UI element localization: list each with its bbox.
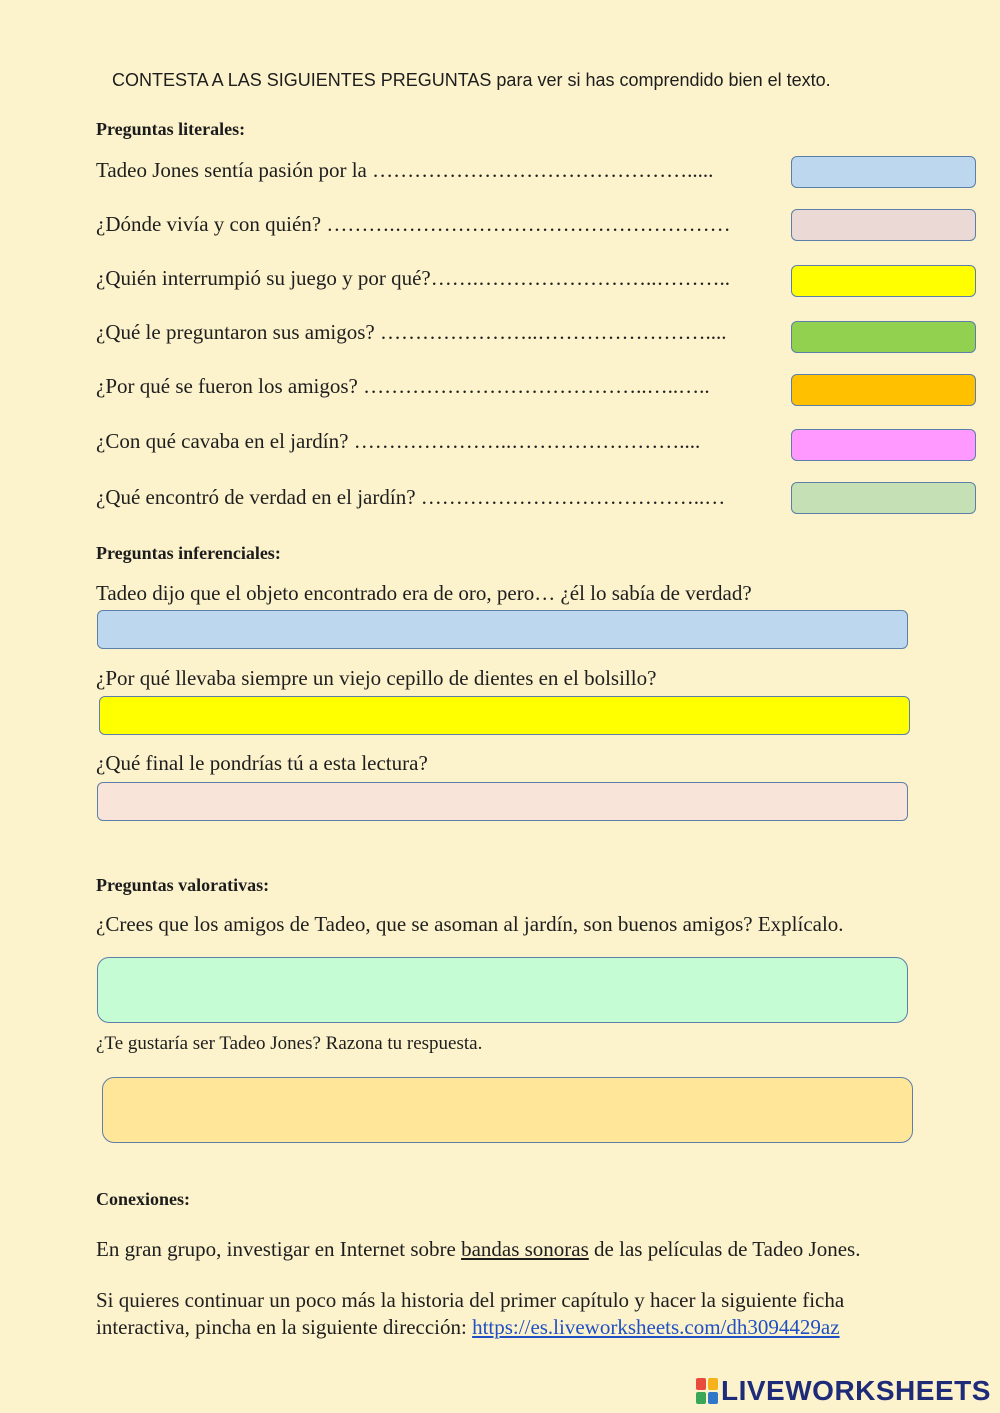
answer-field-literal-7[interactable]	[791, 482, 976, 514]
answer-field-literal-3[interactable]	[791, 265, 976, 297]
answer-field-valorative-2[interactable]	[102, 1077, 913, 1143]
soundtracks-link[interactable]: bandas sonoras	[461, 1237, 589, 1261]
inferential-question-1: Tadeo dijo que el objeto encontrado era de oro, pero… ¿él lo sabía de verdad?	[96, 581, 752, 605]
connections-text-before: En gran grupo, investigar en Internet sobre	[96, 1237, 462, 1261]
connections-text-after: de las películas de Tadeo Jones.	[588, 1237, 861, 1261]
answer-field-inferential-3[interactable]	[97, 782, 908, 821]
answer-field-valorative-1[interactable]	[97, 957, 908, 1023]
section-title-connections: Conexiones:	[96, 1189, 190, 1209]
answer-field-literal-1[interactable]	[791, 156, 976, 188]
inferential-question-3: ¿Qué final le pondrías tú a esta lectura?	[96, 751, 428, 775]
answer-field-inferential-1[interactable]	[97, 610, 908, 649]
connections-line-1: Si quieres continuar un poco más la historia del primer capítulo y hacer la siguiente ficha	[96, 1288, 845, 1312]
connections-paragraph-2	[96, 1287, 844, 1341]
literal-question-5: ¿Por qué se fueron los amigos? …………………………………..…..…..	[96, 374, 710, 398]
literal-question-3: ¿Quién interrumpió su juego y por qué?…….……………………..………..	[96, 266, 730, 290]
liveworksheets-logo	[696, 1375, 991, 1407]
liveworksheets-logo-text: LIVEWORKSHEETS	[721, 1375, 991, 1406]
answer-field-literal-2[interactable]	[791, 209, 976, 241]
connections-line-2-text: interactiva, pincha en la siguiente dirección:	[96, 1315, 473, 1339]
section-title-valorative: Preguntas valorativas:	[96, 875, 270, 895]
connections-paragraph-1	[96, 1236, 860, 1263]
answer-field-literal-5[interactable]	[791, 374, 976, 406]
connections-line-2	[96, 1314, 844, 1341]
literal-question-1: Tadeo Jones sentía pasión por la ……………………………………….....	[96, 158, 714, 182]
liveworksheets-logo-icon	[696, 1378, 718, 1404]
answer-field-literal-6[interactable]	[791, 429, 976, 461]
valorative-question-1: ¿Crees que los amigos de Tadeo, que se asoman al jardín, son buenos amigos? Explícalo.	[96, 912, 844, 936]
section-title-literal: Preguntas literales:	[96, 119, 246, 139]
literal-question-2: ¿Dónde vivía y con quién? ……….…………………………………………	[96, 212, 731, 236]
page-instructions: CONTESTA A LAS SIGUIENTES PREGUNTAS para ver si has comprendido bien el texto.	[112, 70, 831, 90]
literal-question-4: ¿Qué le preguntaron sus amigos? …………………..……………………....	[96, 320, 727, 344]
section-title-inferential: Preguntas inferenciales:	[96, 543, 281, 563]
valorative-question-2: ¿Te gustaría ser Tadeo Jones? Razona tu respuesta.	[96, 1033, 483, 1054]
inferential-question-2: ¿Por qué llevaba siempre un viejo cepillo de dientes en el bolsillo?	[96, 666, 657, 690]
worksheet-url-link[interactable]: https://es.liveworksheets.com/dh3094429az	[472, 1315, 840, 1339]
literal-question-7: ¿Qué encontró de verdad en el jardín? …………………………………..…	[96, 485, 726, 509]
answer-field-inferential-2[interactable]	[99, 696, 910, 735]
literal-question-6: ¿Con qué cavaba en el jardín? …………………..……………………....	[96, 429, 701, 453]
answer-field-literal-4[interactable]	[791, 321, 976, 353]
